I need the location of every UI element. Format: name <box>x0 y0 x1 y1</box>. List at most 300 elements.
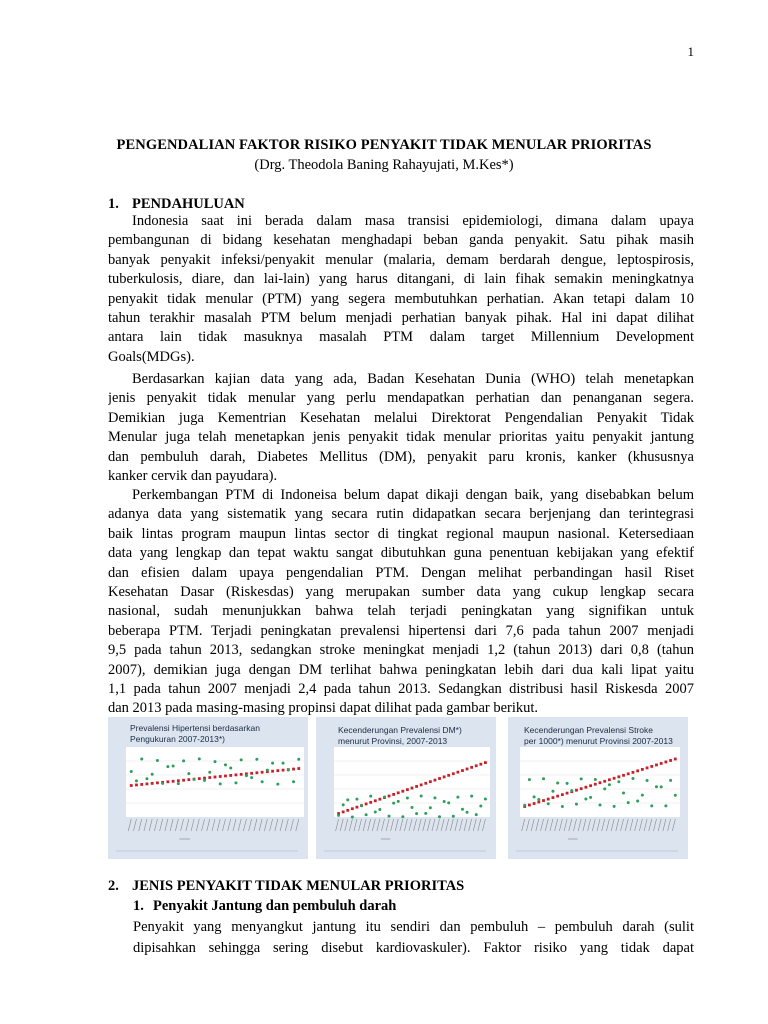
marker-2013 <box>533 802 536 805</box>
tick-label-mark <box>395 819 398 831</box>
marker-2007 <box>528 778 531 781</box>
marker-2013 <box>561 793 564 796</box>
marker-2007 <box>287 769 290 772</box>
marker-2013 <box>187 778 190 781</box>
tick-label-mark <box>616 819 619 831</box>
marker-2007 <box>537 798 540 801</box>
figure-title-line: Prevalensi Hipertensi berdasarkan <box>130 723 260 733</box>
marker-2013 <box>443 776 446 779</box>
marker-2013 <box>632 771 635 774</box>
marker-2013 <box>172 780 175 783</box>
paragraph-line: data yang lengkap dan tepat waktu sangat dibutuhkan guna penentuan kebijakan yang efektif <box>108 545 694 562</box>
marker-2013 <box>580 787 583 790</box>
marker-2013 <box>255 771 258 774</box>
figure-stroke <box>508 717 688 859</box>
marker-2013 <box>365 803 368 806</box>
marker-2007 <box>360 804 363 807</box>
tick-label-mark <box>128 819 131 831</box>
marker-2007 <box>594 778 597 781</box>
marker-2007 <box>193 778 196 781</box>
figure-title <box>338 725 462 746</box>
marker-2007 <box>182 759 185 762</box>
marker-2013 <box>528 804 531 807</box>
marker-2013 <box>424 782 427 785</box>
marker-2007 <box>461 808 464 811</box>
marker-2007 <box>224 763 227 766</box>
marker-2007 <box>589 796 592 799</box>
marker-2013 <box>378 798 381 801</box>
marker-2007 <box>240 758 243 761</box>
marker-2007 <box>392 802 395 805</box>
marker-2007 <box>374 810 377 813</box>
tick-label-mark <box>592 819 595 831</box>
marker-2013 <box>135 784 138 787</box>
marker-2013 <box>219 775 222 778</box>
tick-label-mark <box>644 819 647 831</box>
figure-hipertensi <box>108 717 308 859</box>
marker-2013 <box>235 773 238 776</box>
marker-2007 <box>570 789 573 792</box>
tick-label-mark <box>649 819 652 831</box>
marker-2007 <box>443 800 446 803</box>
tick-label-mark <box>349 819 352 831</box>
marker-2013 <box>208 776 211 779</box>
marker-2007 <box>266 769 269 772</box>
marker-2013 <box>584 786 587 789</box>
marker-2013 <box>411 787 414 790</box>
tick-label-mark <box>606 819 609 831</box>
tick-label-mark <box>280 819 283 831</box>
marker-2007 <box>234 781 237 784</box>
marker-2013 <box>346 809 349 812</box>
marker-2007 <box>456 796 459 799</box>
paragraph-3 <box>108 486 694 719</box>
paragraph-line: nasional, sudah menunjukkan bahwa telah terjadi peningkatan yang signifikan untuk <box>108 603 694 620</box>
marker-2007 <box>229 766 232 769</box>
marker-2007 <box>669 779 672 782</box>
marker-2013 <box>547 798 550 801</box>
marker-2007 <box>415 812 418 815</box>
tick-label-mark <box>275 819 278 831</box>
tick-label-mark <box>222 819 225 831</box>
tick-label-mark <box>536 819 539 831</box>
marker-2007 <box>388 815 391 818</box>
tick-label-mark <box>165 819 168 831</box>
marker-2007 <box>355 798 358 801</box>
marker-2013 <box>646 766 649 769</box>
tick-label-mark <box>478 819 481 831</box>
marker-2013 <box>447 774 450 777</box>
tick-label-mark <box>583 819 586 831</box>
tick-label-mark <box>464 819 467 831</box>
tick-label-mark <box>658 819 661 831</box>
marker-2007 <box>342 803 345 806</box>
marker-2007 <box>420 795 423 798</box>
tick-label-mark <box>149 819 152 831</box>
marker-2013 <box>617 775 620 778</box>
tick-label-mark <box>181 819 184 831</box>
tick-label-mark <box>482 819 485 831</box>
tick-label-mark <box>139 819 142 831</box>
marker-2007 <box>655 785 658 788</box>
marker-2007 <box>479 805 482 808</box>
marker-2007 <box>603 787 606 790</box>
marker-2007 <box>351 815 354 818</box>
marker-2007 <box>401 815 404 818</box>
tick-label-mark <box>545 819 548 831</box>
figure-title-line: per 1000*) menurut Provinsi 2007-2013 <box>524 735 673 746</box>
tick-label-mark <box>639 819 642 831</box>
tick-label-mark <box>672 819 675 831</box>
tick-label-mark <box>531 819 534 831</box>
marker-2013 <box>429 780 432 783</box>
tick-label-mark <box>238 819 241 831</box>
tick-label-mark <box>653 819 656 831</box>
tick-label-mark <box>254 819 257 831</box>
marker-2007 <box>261 780 264 783</box>
marker-2013 <box>374 799 377 802</box>
paragraph-line: 1,1 pada tahun 2007 menjadi 2,4 pada tahun 2013. Sedangkan distribusi hasil Riskesda 2007 <box>108 681 694 698</box>
marker-2007 <box>608 783 611 786</box>
marker-2007 <box>636 799 639 802</box>
marker-2007 <box>397 800 400 803</box>
paragraph-line: tuberkulosis, diare, dan lai-lain) yang harus ditangani, di lain fihak semakin meningkatnya <box>108 271 694 288</box>
paragraph-line: Kesehatan Dasar (Riskesdas) yang merupakan sumber data yang cukup lengkap secara <box>108 584 694 601</box>
marker-2007 <box>584 798 587 801</box>
paragraph-line: jenis penyakit tidak menular yang perlu mendapatkan perhatian dan penanganan segera. <box>108 390 694 407</box>
figure-title-line: Kecenderungan Prevalensi DM*) <box>338 725 462 735</box>
subsection-1-heading <box>133 898 396 915</box>
marker-2013 <box>351 807 354 810</box>
section-1-heading <box>108 196 245 213</box>
paragraph-line: Demikian juga Kementrian Kesehatan melalui Direktorat Pengendalian Penyakit Tidak <box>108 409 694 426</box>
paragraph-line: kanker cervik dan payudara). <box>108 468 278 485</box>
marker-2007 <box>214 760 217 763</box>
tick-label-mark <box>170 819 173 831</box>
tick-label-mark <box>381 819 384 831</box>
marker-2013 <box>130 784 133 787</box>
marker-2007 <box>556 781 559 784</box>
marker-2013 <box>650 765 653 768</box>
marker-2007 <box>613 805 616 808</box>
tick-label-mark <box>559 819 562 831</box>
marker-2007 <box>151 773 154 776</box>
marker-2013 <box>674 758 677 761</box>
paragraph-line: dan pembuluh darah, Diabetes Mellitus (DM), penyakit paru kronis, kanker (khususnya <box>108 448 694 465</box>
tick-label-mark <box>400 819 403 831</box>
tick-label-mark <box>663 819 666 831</box>
paragraph-line: dipisahkan sehingga sering disebut kardiovaskuler). Faktor risiko yang tidak dapat <box>133 940 694 956</box>
marker-2013 <box>415 785 418 788</box>
tick-label-mark <box>296 819 299 831</box>
tick-label-mark <box>368 819 371 831</box>
marker-2007 <box>470 795 473 798</box>
marker-2013 <box>177 779 180 782</box>
tick-label-mark <box>473 819 476 831</box>
tick-label-mark <box>144 819 147 831</box>
paragraph-line: dan efisien dalam upaya pengendalian PTM. Dengan melihat perbandingan hasil Riset <box>108 564 694 581</box>
paragraph-line: Penyakit yang menyangkut jantung itu sendiri dan pembuluh – pembuluh darah (sulit <box>133 919 694 935</box>
marker-2013 <box>146 783 149 786</box>
tick-label-mark <box>404 819 407 831</box>
paragraph-line: 9,5 pada tahun 2013, sedangkan stroke meningkat menjadi 1,2 (tahun 2013) dari 0,8 (tahun <box>108 642 694 659</box>
tick-label-mark <box>372 819 375 831</box>
tick-label-mark <box>196 819 199 831</box>
marker-2013 <box>397 791 400 794</box>
tick-label-mark <box>259 819 262 831</box>
marker-2007 <box>250 776 253 779</box>
tick-label-mark <box>175 819 178 831</box>
tick-label-mark <box>602 819 605 831</box>
marker-2013 <box>641 768 644 771</box>
marker-2013 <box>342 811 345 814</box>
figure-dm <box>316 717 496 859</box>
marker-2013 <box>356 806 359 809</box>
tick-label-mark <box>611 819 614 831</box>
tick-label-mark <box>469 819 472 831</box>
section-2-number: 2. <box>108 878 119 894</box>
tick-label-mark <box>423 819 426 831</box>
marker-2007 <box>599 803 602 806</box>
marker-2007 <box>140 757 143 760</box>
tick-label-mark <box>243 819 246 831</box>
paragraph-line: Menular juga telah menetapkan jenis penyakit tidak menular prioritas yaitu penyakit jantung <box>108 429 694 446</box>
paragraph-line: beberapa PTM. Terjadi peningkatan prevalensi hipertensi dari 7,6 pada tahun 2007 menjadi <box>108 622 694 639</box>
marker-2007 <box>566 782 569 785</box>
marker-2007 <box>411 806 414 809</box>
tick-label-mark <box>212 819 215 831</box>
marker-2013 <box>224 775 227 778</box>
tick-label-mark <box>386 819 389 831</box>
marker-2013 <box>608 778 611 781</box>
tick-label-mark <box>597 819 600 831</box>
paragraph-1 <box>108 212 694 367</box>
marker-2013 <box>669 759 672 762</box>
tick-label-mark <box>409 819 412 831</box>
marker-2013 <box>276 769 279 772</box>
tick-label-mark <box>555 819 558 831</box>
tick-label-mark <box>564 819 567 831</box>
tick-label-mark <box>414 819 417 831</box>
paragraph-line: 2007), demikian juga dengan DM terlihat bahwa peningkatan lebih dari dua kali lipat yaitu <box>108 661 694 678</box>
marker-2007 <box>203 779 206 782</box>
marker-2007 <box>429 806 432 809</box>
marker-2007 <box>617 780 620 783</box>
marker-2007 <box>369 795 372 798</box>
marker-2007 <box>622 791 625 794</box>
marker-2007 <box>156 759 159 762</box>
marker-2007 <box>245 774 248 777</box>
marker-2007 <box>424 812 427 815</box>
tick-label-mark <box>291 819 294 831</box>
marker-2013 <box>214 776 217 779</box>
tick-label-mark <box>363 819 366 831</box>
marker-2013 <box>406 788 409 791</box>
paragraph-line: Goals(MDGs). <box>108 348 195 365</box>
marker-2013 <box>282 769 285 772</box>
marker-2013 <box>297 767 300 770</box>
figure-title <box>524 725 673 746</box>
marker-2007 <box>346 798 349 801</box>
marker-2013 <box>479 763 482 766</box>
marker-2007 <box>561 805 564 808</box>
marker-2007 <box>130 770 133 773</box>
marker-2013 <box>151 782 154 785</box>
marker-2013 <box>466 768 469 771</box>
tick-label-mark <box>391 819 394 831</box>
marker-2007 <box>255 758 258 761</box>
tick-label-mark <box>668 819 671 831</box>
marker-2007 <box>219 782 222 785</box>
tick-label-mark <box>441 819 444 831</box>
marker-2013 <box>622 774 625 777</box>
marker-2013 <box>599 781 602 784</box>
tick-label-mark <box>285 819 288 831</box>
marker-2013 <box>456 771 459 774</box>
marker-2007 <box>627 801 630 804</box>
tick-label-mark <box>459 819 462 831</box>
tick-label-mark <box>588 819 591 831</box>
tick-label-mark <box>427 819 430 831</box>
tick-label-mark <box>207 819 210 831</box>
marker-2007 <box>145 777 148 780</box>
marker-2013 <box>556 795 559 798</box>
tick-label-mark <box>541 819 544 831</box>
paragraph-line: banyak penyakit infeksi/penyakit menular (malaria, demam berdarah dengue, leptospirosis, <box>108 251 694 268</box>
paragraph-line: Perkembangan PTM di Indoneisa belum dapat dikaji dengan baik, yang disebabkan belum <box>132 487 694 503</box>
marker-2013 <box>140 783 143 786</box>
paragraph-line: antara lain tidak masuknya masalah PTM dalam target Millennium Development <box>108 329 694 346</box>
section-2-heading <box>108 878 464 895</box>
marker-2013 <box>182 779 185 782</box>
marker-2007 <box>383 795 386 798</box>
marker-2013 <box>537 801 540 804</box>
marker-2007 <box>166 765 169 768</box>
marker-2013 <box>292 768 295 771</box>
paragraph-line: baik lintas program maupun lintas sector di tingkat regional maupun nasional. Ketersediaan <box>108 525 694 542</box>
marker-2013 <box>484 761 487 764</box>
paragraph-jantung <box>133 917 694 959</box>
marker-2013 <box>198 777 201 780</box>
tick-label-mark <box>154 819 157 831</box>
section-2-title: JENIS PENYAKIT TIDAK MENULAR PRIORITAS <box>132 878 465 894</box>
marker-2007 <box>433 796 436 799</box>
marker-2007 <box>187 772 190 775</box>
tick-label-mark <box>354 819 357 831</box>
tick-label-mark <box>621 819 624 831</box>
marker-2013 <box>636 769 639 772</box>
marker-2013 <box>470 766 473 769</box>
tick-label-mark <box>418 819 421 831</box>
marker-2007 <box>533 795 536 798</box>
marker-2013 <box>420 783 423 786</box>
tick-label-mark <box>578 819 581 831</box>
marker-2007 <box>198 757 201 760</box>
marker-2007 <box>208 771 211 774</box>
tick-label-mark <box>635 819 638 831</box>
tick-label-mark <box>437 819 440 831</box>
marker-2007 <box>523 804 526 807</box>
marker-2007 <box>135 779 138 782</box>
document-title: PENGENDALIAN FAKTOR RISIKO PENYAKIT TIDAK MENULAR PRIORITAS <box>116 137 652 153</box>
paragraph-line: Berdasarkan kajian data yang ada, Badan Kesehatan Dunia (WHO) telah menetapkan <box>132 371 694 387</box>
subsection-1-title: Penyakit Jantung dan pembuluh darah <box>153 898 397 914</box>
tick-label-mark <box>359 819 362 831</box>
marker-2013 <box>166 780 169 783</box>
marker-2007 <box>466 811 469 814</box>
marker-2007 <box>172 765 175 768</box>
marker-2007 <box>660 785 663 788</box>
marker-2007 <box>484 797 487 800</box>
marker-2007 <box>475 813 478 816</box>
marker-2007 <box>177 782 180 785</box>
tick-label-mark <box>550 819 553 831</box>
tick-label-mark <box>522 819 525 831</box>
marker-2013 <box>250 772 253 775</box>
marker-2007 <box>447 801 450 804</box>
marker-2013 <box>627 772 630 775</box>
figure-title-line: Pengukuran 2007-2013*) <box>130 733 225 744</box>
tick-label-mark <box>446 819 449 831</box>
page-number: 1 <box>687 44 694 59</box>
marker-2013 <box>388 795 391 798</box>
marker-2007 <box>452 815 455 818</box>
paragraph-line: adanya data yang sistematik yang secara rutin didapatkan secara berjenjang dan terintegrasi <box>108 506 694 523</box>
tick-label-mark <box>432 819 435 831</box>
marker-2013 <box>229 774 232 777</box>
paragraph-line: tahun terakhir masalah PTM belum menjadi perhatian banyak pihak. Hal ini dapat dilihat <box>108 310 694 327</box>
tick-label-mark <box>186 819 189 831</box>
paragraph-line: penyakit tidak menular (PTM) yang segera membutuhkan perhatian. Akan tetapi dalam 10 <box>108 290 694 307</box>
tick-label-mark <box>270 819 273 831</box>
marker-2007 <box>297 758 300 761</box>
tick-label-mark <box>202 819 205 831</box>
marker-2007 <box>271 762 274 765</box>
marker-2007 <box>161 782 164 785</box>
tick-label-mark <box>228 819 231 831</box>
section-1-title: PENDAHULUAN <box>132 196 245 212</box>
marker-2013 <box>664 761 667 764</box>
tick-label-mark <box>233 819 236 831</box>
document-author: (Drg. Theodola Baning Rahayujati, M.Kes*) <box>254 157 514 173</box>
paragraph-2 <box>108 370 694 486</box>
marker-2007 <box>575 803 578 806</box>
marker-2013 <box>552 796 555 799</box>
tick-label-mark <box>455 819 458 831</box>
marker-2013 <box>452 772 455 775</box>
section-1-number: 1. <box>108 196 119 212</box>
marker-2007 <box>664 804 667 807</box>
marker-2007 <box>378 808 381 811</box>
figure-title-line: menurut Provinsi, 2007-2013 <box>338 735 448 746</box>
tick-label-mark <box>217 819 220 831</box>
marker-2007 <box>641 794 644 797</box>
marker-2007 <box>551 790 554 793</box>
paragraph-line: Indonesia saat ini berada dalam masa transisi epidemiologi, dimana dalam upaya <box>132 213 694 229</box>
tick-label-mark <box>569 819 572 831</box>
marker-2007 <box>547 802 550 805</box>
marker-2007 <box>282 762 285 765</box>
marker-2013 <box>660 762 663 765</box>
paragraph-line: pembangunan di bidang kesehatan menghadapi beban ganda penyakit. Satu pihak masih <box>108 232 694 249</box>
tick-label-mark <box>249 819 252 831</box>
marker-2013 <box>261 771 264 774</box>
marker-2013 <box>655 764 658 767</box>
marker-2007 <box>276 783 279 786</box>
marker-2013 <box>566 792 569 795</box>
marker-2007 <box>542 777 545 780</box>
marker-2007 <box>292 780 295 783</box>
